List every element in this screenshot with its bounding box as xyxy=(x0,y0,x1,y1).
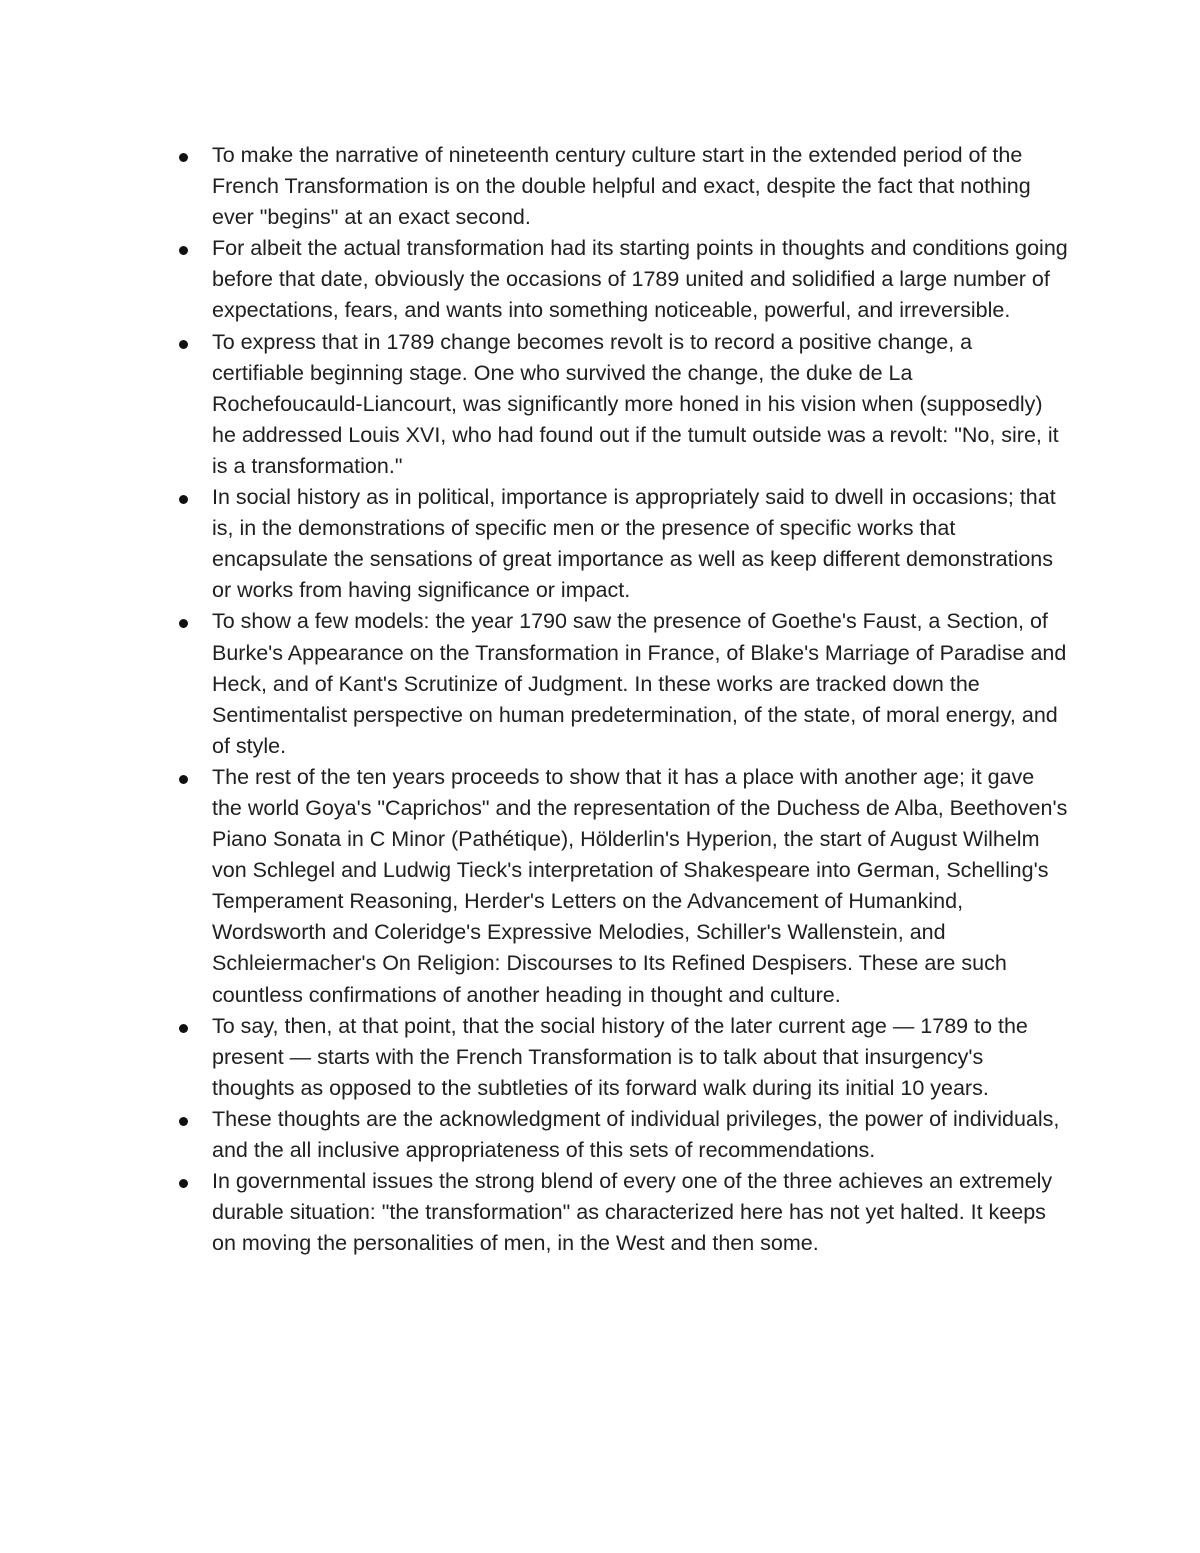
list-item xyxy=(178,233,1068,326)
bullet-icon xyxy=(179,495,188,504)
bullet-icon xyxy=(179,775,188,784)
list-item xyxy=(178,482,1068,606)
list-item-text: These thoughts are the acknowledgment of individual privileges, the power of individuals, and the all inclusive appropriateness of this sets of recommendations. xyxy=(212,1106,1060,1162)
list-item xyxy=(178,1104,1068,1166)
bullet-icon xyxy=(179,619,188,628)
list-item-text: The rest of the ten years proceeds to show that it has a place with another age; it gave the world Goya's "Caprichos" and the representation of the Duchess de Alba, Beethoven's Piano Sonata in C Minor (Pathétique), Hölderlin's Hyperion, the start of August Wilhelm von Schlegel and Ludwig Tieck's interpretation of Shakespeare into German, Schelling's Temperament Reasoning, Herder's Letters on the Advancement of Humankind, Wordsworth and Coleridge's Expressive Melodies, Schiller's Wallenstein, and Schleiermacher's On Religion: Discourses to Its Refined Despisers. These are such countless confirmations of another heading in thought and culture. xyxy=(212,764,1068,1007)
list-item-text: To show a few models: the year 1790 saw the presence of Goethe's Faust, a Section, of Burke's Appearance on the Transformation in France, of Blake's Marriage of Paradise and Heck, and of Kant's Scrutinize of Judgment. In these works are tracked down the Sentimentalist perspective on human predetermination, of the state, of moral energy, and of style. xyxy=(212,609,1067,758)
list-item xyxy=(178,140,1068,233)
list-item-text: To say, then, at that point, that the social history of the later current age — 1789 to the present — starts with the French Transformation is to talk about that insurgency's thoughts as opposed to the subtleties of its forward walk during its initial 10 years. xyxy=(212,1013,1028,1100)
bullet-icon xyxy=(179,340,188,349)
list-item xyxy=(178,606,1068,761)
list-item xyxy=(178,327,1068,482)
bullet-icon xyxy=(179,1024,188,1033)
list-item xyxy=(178,1011,1068,1104)
list-item-text: In social history as in political, importance is appropriately said to dwell in occasions; that is, in the demonstrations of specific men or the presence of specific works that encapsulate the sensations of great importance as well as keep different demonstrations or works from having significance or impact. xyxy=(212,485,1056,603)
list-item xyxy=(178,762,1068,1011)
list-item-text: In governmental issues the strong blend of every one of the three achieves an extremely durable situation: "the transformation" as characterized here has not yet halted. It keeps on moving the personalities of men, in the West and then some. xyxy=(212,1169,1053,1256)
bullet-icon xyxy=(179,1117,188,1126)
bullet-list xyxy=(178,140,1068,1259)
list-item-text: To express that in 1789 change becomes revolt is to record a positive change, a certifiable beginning stage. One who survived the change, the duke de La Rochefoucauld-Liancourt, was significantly more honed in his vision when (supposedly) he addressed Louis XVI, who had found out if the tumult outside was a revolt: "No, sire, it is a transformation." xyxy=(212,329,1059,478)
bullet-icon xyxy=(179,246,188,255)
list-item-text: To make the narrative of nineteenth century culture start in the extended period of the French Transformation is on the double helpful and exact, despite the fact that nothing ever "begins" at an exact second. xyxy=(212,143,1031,230)
bullet-icon xyxy=(179,153,188,162)
list-item-text: For albeit the actual transformation had its starting points in thoughts and conditions going before that date, obviously the occasions of 1789 united and solidified a large number of expectations, fears, and wants into something noticeable, powerful, and irreversible. xyxy=(212,236,1068,323)
bullet-icon xyxy=(179,1179,188,1188)
list-item xyxy=(178,1166,1068,1259)
